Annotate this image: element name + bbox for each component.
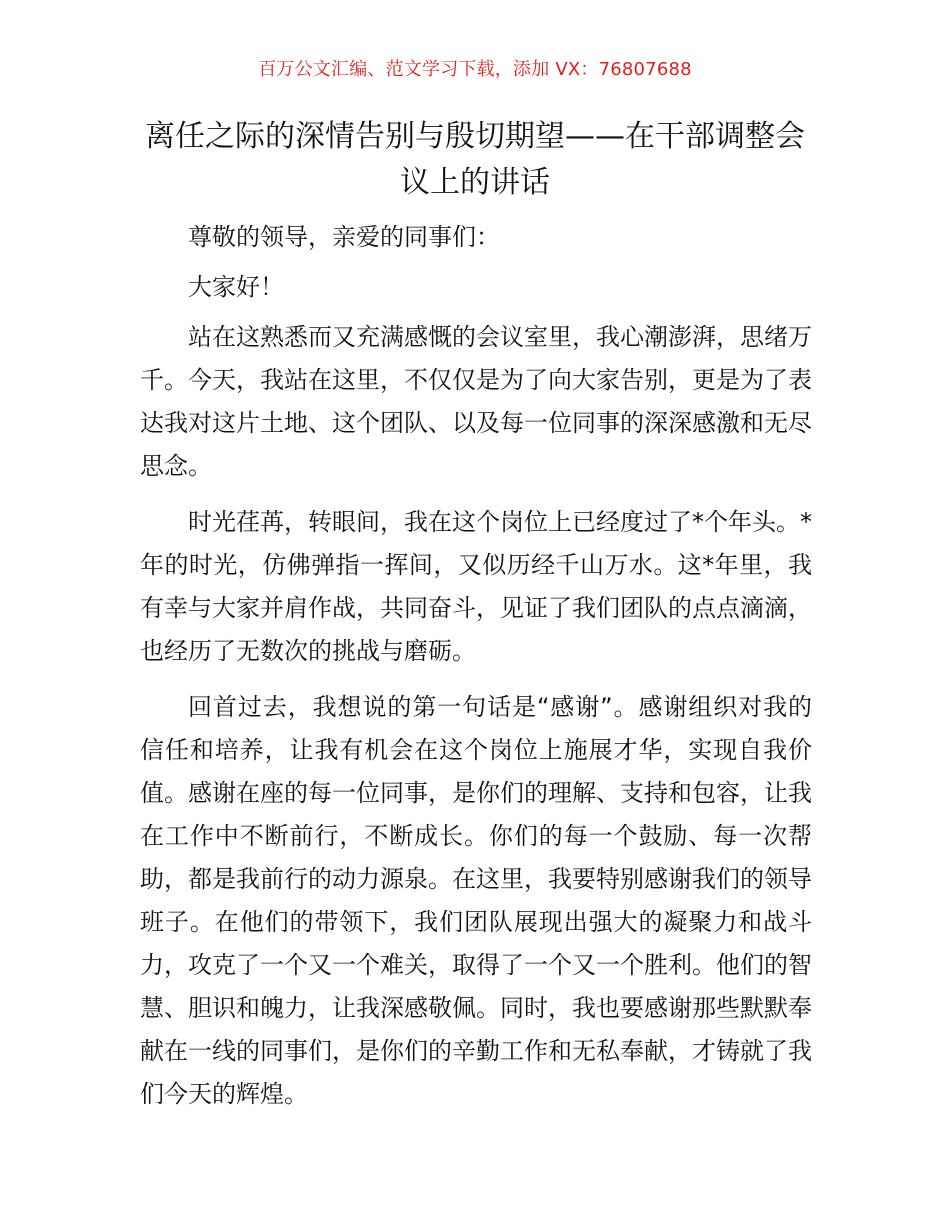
- salutation: 尊敬的领导，亲爱的同事们：: [188, 223, 500, 251]
- paragraph-3: 回首过去，我想说的第一句话是“感谢”。感谢组织对我的信任和培养，让我有机会在这个岗位上施展才华，实现自我价值。感谢在座的每一位同事，是你们的理解、支持和包容，让我在工作中不断前行，不断成长。你们的每一个鼓励、每一次帮助，都是我前行的动力源泉。在这里，我要特别感谢我们的领导班子。在他们的带领下，我们团队展现出强大的凝聚力和战斗力，攻克了一个又一个难关，取得了一个又一个胜利。他们的智慧、胆识和魄力，让我深感敬佩。同时，我也要感谢那些默默奉献在一线的同事们，是你们的辛勤工作和无私奉献，才铸就了我们今天的辉煌。: [140, 693, 812, 1108]
- paragraph-2: 时光荏苒，转眼间，我在这个岗位上已经度过了*个年头。*年的时光，仿佛弹指一挥间，又似历经千山万水。这*年里，我有幸与大家并肩作战，共同奋斗，见证了我们团队的点点滴滴，也经历了无数次的挑战与磨砺。: [140, 508, 812, 665]
- greeting: 大家好！: [188, 273, 284, 301]
- document-title: 离任之际的深情告别与殷切期望——在干部调整会议上的讲话: [145, 119, 805, 200]
- header-watermark-note: 百万公文汇编、范文学习下载，添加 VX：76807688: [258, 59, 692, 80]
- paragraph-1: 站在这熟悉而又充满感慨的会议室里，我心潮澎湃，思绪万千。今天，我站在这里，不仅仅是为了向大家告别，更是为了表达我对这片土地、这个团队、以及每一位同事的深深感激和无尽思念。: [140, 323, 812, 480]
- document-body: [140, 216, 812, 1116]
